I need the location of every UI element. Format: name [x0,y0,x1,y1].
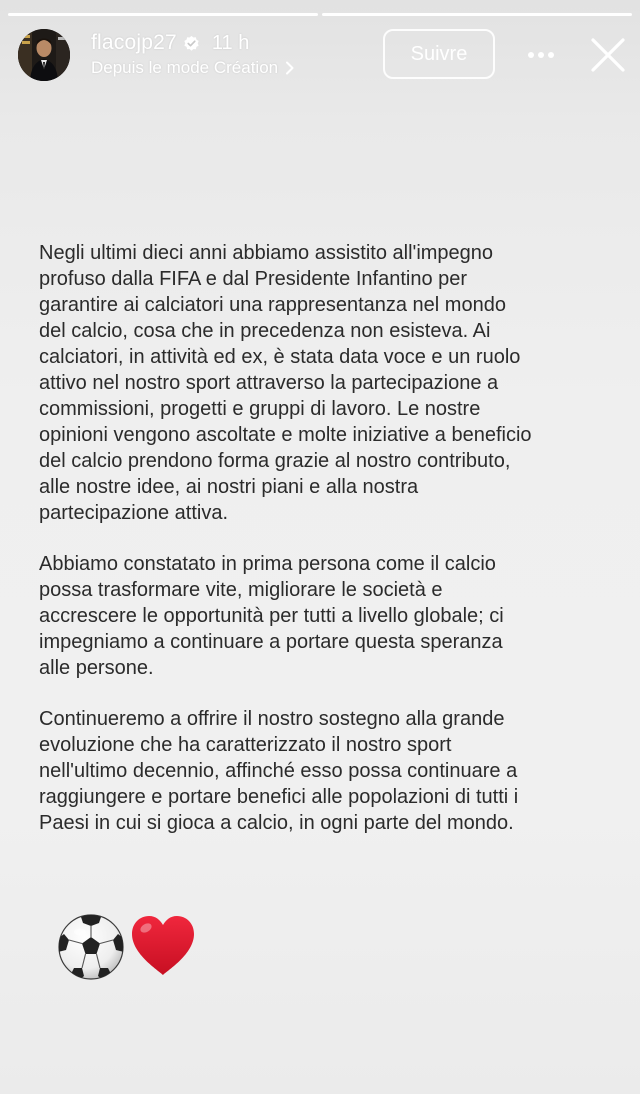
username-line [91,31,249,55]
close-button[interactable] [589,36,627,74]
text-line: profuso dalla FIFA e dal Presidente Infantino per [39,268,468,290]
text-line: Paesi in cui si gioca a calcio, in ogni parte del mondo. [39,812,514,834]
progress-fill-2 [322,13,632,16]
verified-badge-icon [183,35,200,52]
subtitle-text: Depuis le mode Création [91,58,279,77]
text-line: Continueremo a offrire il nostro sostegno alla grande [39,708,505,730]
soccer-ball-icon [56,912,126,982]
post-time: 11 h [211,31,250,54]
text-line: alle nostre idee, ai nostri piani e alla nostra [39,476,419,498]
text-line: alle persone. [39,657,154,679]
subtitle-link[interactable] [91,58,295,78]
progress-fill-1 [8,13,318,16]
progress-segment-1 [8,13,318,16]
heart-icon [128,912,198,982]
text-line: garantire ai calciatori una rappresentanza nel mondo [39,294,506,316]
follow-button[interactable]: Suivre [383,29,495,79]
text-line: del calcio prendono forma grazie al nostro contributo, [39,450,511,472]
text-line: impegniamo a continuare a portare questa speranza [39,631,503,653]
text-line: Negli ultimi dieci anni abbiamo assistito all'impegno [39,242,494,264]
text-line: calciatori, in attività ed ex, è stata data voce e un ruolo [39,346,521,368]
text-line: Abbiamo constatato in prima persona come il calcio [39,553,496,575]
text-line: partecipazione attiva. [39,502,229,524]
paragraph-2 [39,551,619,681]
more-options-button[interactable] [526,43,556,67]
emoji-row [56,912,198,982]
progress-segment-2 [322,13,632,16]
text-line: attivo nel nostro sport attraverso la partecipazione a [39,372,499,394]
paragraph-1 [39,240,619,526]
username[interactable]: flacojp27 [91,31,177,54]
text-line: raggiungere e portare benefici alle popolazioni di tutti i [39,786,519,808]
text-line: nell'ultimo decennio, affinché esso possa continuare a [39,760,518,782]
avatar-image [18,29,70,81]
text-line: commissioni, progetti e gruppi di lavoro. Le nostre [39,398,481,420]
text-line: opinioni vengono ascoltate e molte iniziative a beneficio [39,424,532,446]
text-line: possa trasformare vite, migliorare le società e [39,579,443,601]
close-icon [589,36,627,74]
text-line: accrescere le opportunità per tutti a livello globale; ci [39,605,504,627]
paragraph-3 [39,706,619,836]
avatar[interactable] [18,29,70,81]
story-progress-bar [8,13,632,16]
chevron-right-icon [285,61,295,75]
text-line: del calcio, cosa che in precedenza non esisteva. Ai [39,320,491,342]
story-text [39,240,619,861]
text-line: evoluzione che ha caratterizzato il nostro sport [39,734,452,756]
more-horizontal-icon [527,51,555,59]
story-header [18,29,626,83]
